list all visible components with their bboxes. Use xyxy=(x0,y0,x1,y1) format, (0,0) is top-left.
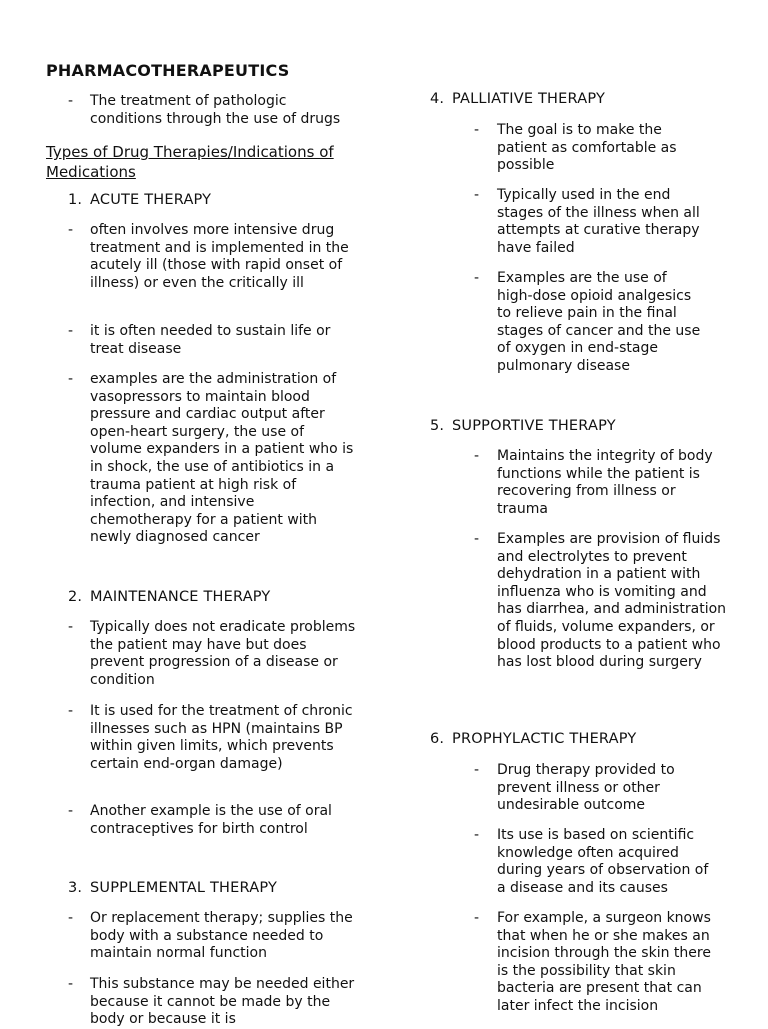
bullet-dash: - xyxy=(68,910,74,926)
list-item xyxy=(68,803,358,838)
section-title: PROPHYLACTIC THERAPY xyxy=(452,731,637,747)
section-number: 5. xyxy=(430,418,445,434)
list-item-text: For example, a surgeon knows that when he or she makes an incision through the skin there is the possibility that skin bacteria are present that can later infect the incision xyxy=(497,910,711,1014)
section-number: 3. xyxy=(68,880,83,896)
list-item-text: Typically does not eradicate problems the patient may have but does prevent progression of a disease or condition xyxy=(90,619,356,688)
bullet-dash: - xyxy=(474,910,480,926)
bullet-dash: - xyxy=(68,222,74,238)
section-heading-acute xyxy=(68,192,211,208)
list-item-text: Or replacement therapy; supplies the body with a substance needed to maintain normal function xyxy=(90,910,353,962)
bullet-dash: - xyxy=(68,93,74,109)
definition-item xyxy=(68,93,358,128)
list-item-text: It is used for the treatment of chronic illnesses such as HPN (maintains BP within given limits, which prevents certain end-organ damage) xyxy=(90,703,353,772)
list-item-text: Its use is based on scientific knowledge often acquired during years of observation of a disease and its causes xyxy=(497,827,709,896)
list-item xyxy=(474,531,730,672)
bullet-dash: - xyxy=(68,703,74,719)
list-item xyxy=(474,122,704,175)
list-item xyxy=(474,910,714,1016)
list-item-text: examples are the administration of vasopressors to maintain blood pressure and cardiac output after open-heart surgery, the use of volume expanders in a patient who is in shock, the use of antibiotics in a trauma patient at high risk of infection, and intensive chemotherapy for a patient with newly diagnosed cancer xyxy=(90,371,354,546)
bullet-dash: - xyxy=(68,371,74,387)
bullet-dash: - xyxy=(68,323,74,339)
list-item xyxy=(474,448,714,518)
section-title: PALLIATIVE THERAPY xyxy=(452,91,605,107)
bullet-dash: - xyxy=(68,976,74,992)
bullet-dash: - xyxy=(474,187,480,203)
section-title: SUPPLEMENTAL THERAPY xyxy=(90,880,278,896)
list-item xyxy=(68,371,358,547)
section-number: 6. xyxy=(430,731,445,747)
bullet-dash: - xyxy=(474,827,480,843)
definition-text: The treatment of pathologic conditions through the use of drugs xyxy=(90,93,341,127)
list-item xyxy=(474,827,714,897)
bullet-dash: - xyxy=(68,619,74,635)
list-item-text: The goal is to make the patient as comfortable as possible xyxy=(497,122,677,174)
list-item xyxy=(474,187,704,257)
list-item-text: Drug therapy provided to prevent illness or other undesirable outcome xyxy=(497,762,675,814)
list-item-text: Examples are the use of high-dose opioid analgesics to relieve pain in the final stages of cancer and the use of oxygen in end-stage pulmonary disease xyxy=(497,270,701,374)
bullet-dash: - xyxy=(68,803,74,819)
list-item xyxy=(474,270,704,376)
section-title: ACUTE THERAPY xyxy=(90,192,212,208)
section-title: MAINTENANCE THERAPY xyxy=(90,589,271,605)
bullet-dash: - xyxy=(474,122,480,138)
list-item xyxy=(474,762,704,815)
bullet-dash: - xyxy=(474,531,480,547)
bullet-dash: - xyxy=(474,270,480,286)
section-number: 4. xyxy=(430,91,445,107)
section-number: 1. xyxy=(68,192,83,208)
bullet-dash: - xyxy=(474,448,480,464)
list-item-text: it is often needed to sustain life or treat disease xyxy=(90,323,331,357)
list-item-text: Typically used in the end stages of the illness when all attempts at curative therapy have failed xyxy=(497,187,700,256)
list-item xyxy=(68,323,358,358)
list-item-text: Maintains the integrity of body functions while the patient is recovering from illness or trauma xyxy=(497,448,713,517)
list-item xyxy=(68,703,358,773)
page-title: PHARMACOTHERAPEUTICS xyxy=(46,61,290,80)
section-heading-prophylactic xyxy=(430,731,636,747)
list-item xyxy=(68,910,358,963)
section-number: 2. xyxy=(68,589,83,605)
list-item-text: Another example is the use of oral contraceptives for birth control xyxy=(90,803,332,837)
list-item xyxy=(68,976,358,1029)
section-heading-supplemental xyxy=(68,880,277,896)
section-heading-supportive xyxy=(430,418,616,434)
types-heading: Types of Drug Therapies/Indications of Medications xyxy=(46,143,334,181)
list-item-text: This substance may be needed either because it cannot be made by the body or because it is xyxy=(90,976,355,1028)
list-item-text: often involves more intensive drug treatment and is implemented in the acutely ill (those with rapid onset of illness) or even the critically ill xyxy=(90,222,349,291)
section-heading-maintenance xyxy=(68,589,271,605)
section-title: SUPPORTIVE THERAPY xyxy=(452,418,616,434)
section-heading-palliative xyxy=(430,91,605,107)
list-item-text: Examples are provision of fluids and electrolytes to prevent dehydration in a patient with influenza who is vomiting and has diarrhea, and administration of fluids, volume expanders, or blood products to a patient who has lost blood during surgery xyxy=(497,531,727,671)
bullet-dash: - xyxy=(474,762,480,778)
list-item xyxy=(68,619,358,689)
list-item xyxy=(68,222,358,292)
